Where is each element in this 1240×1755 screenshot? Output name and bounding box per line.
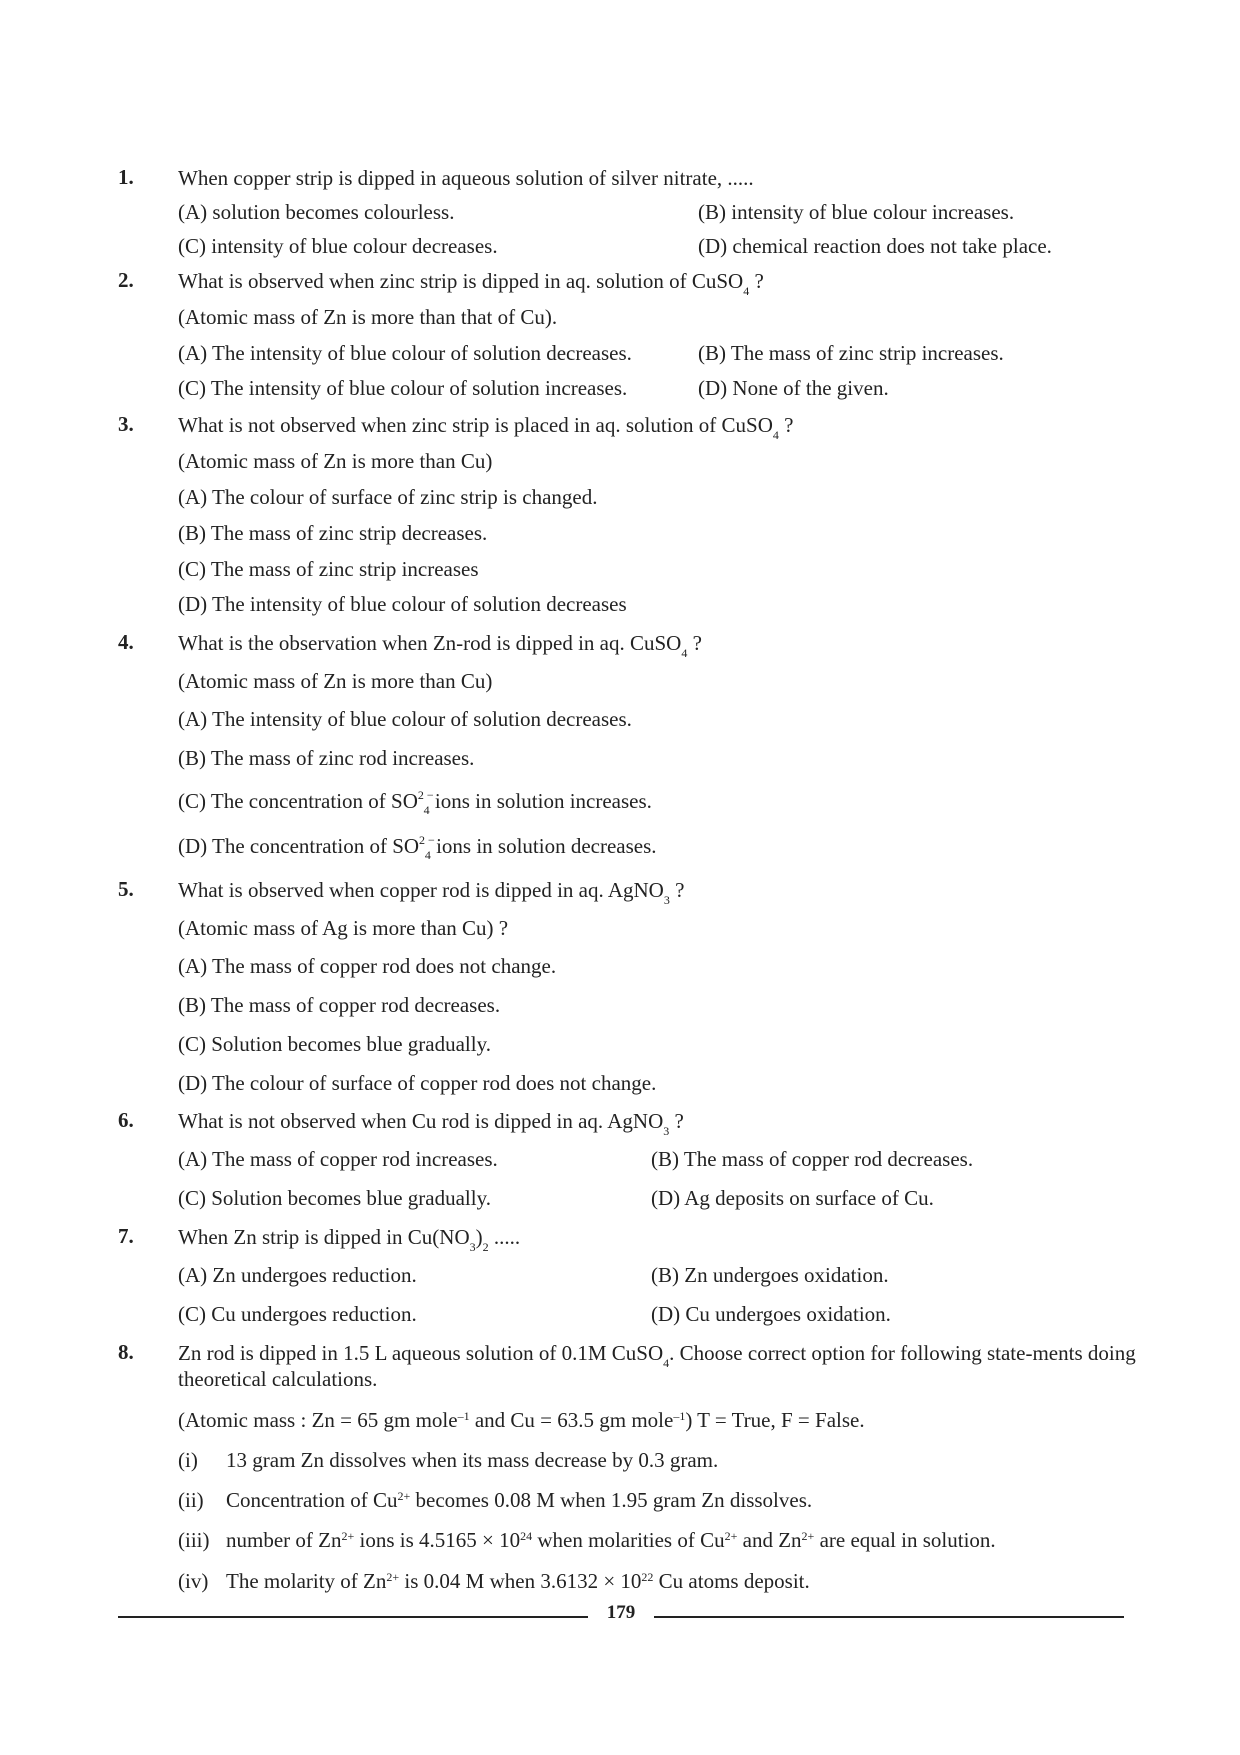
- option-a: (A) The intensity of blue colour of solution decreases.: [178, 341, 632, 365]
- question-stem: What is not observed when Cu rod is dipped in aq. AgNO$_3$ ?: [178, 1109, 684, 1138]
- option-c: (C) Cu undergoes reduction.: [178, 1302, 417, 1326]
- option-b: (B) The mass of zinc strip increases.: [698, 341, 1004, 365]
- question-number: 6.: [118, 1108, 134, 1132]
- question-stem: When Zn strip is dipped in $Cu(NO_3)_2$ .....: [178, 1225, 521, 1254]
- question-stem: When copper strip is dipped in aqueous solution of silver nitrate, .....: [178, 166, 754, 190]
- question-note: (Atomic mass of Zn is more than that of Cu).: [178, 305, 558, 329]
- option-d: (D) The concentration of $SO^{2 -}_4$ ions in solution decreases.: [178, 833, 657, 862]
- option-a: (A) solution becomes colourless.: [178, 200, 455, 224]
- option-d: (D) Ag deposits on surface of Cu.: [651, 1186, 934, 1210]
- question-number: 7.: [118, 1224, 134, 1248]
- option-b: (B) The mass of copper rod decreases.: [178, 993, 501, 1017]
- question-stem: What is the observation when Zn-rod is dipped in aq. CuSO$_4$ ?: [178, 631, 702, 660]
- option-a: (A) The intensity of blue colour of solution decreases.: [178, 707, 632, 731]
- option-d: (D) The colour of surface of copper rod does not change.: [178, 1071, 657, 1095]
- question-number: 1.: [118, 165, 134, 189]
- option-a: (A) The mass of copper rod increases.: [178, 1147, 498, 1171]
- footer-rule-right: [654, 1616, 1124, 1618]
- question-note: (Atomic mass of Zn is more than Cu): [178, 669, 493, 693]
- option-d: (D) chemical reaction does not take place.: [698, 234, 1052, 258]
- question-stem: Zn rod is dipped in 1.5 L aqueous solution of 0.1M CuSO$_4$. Choose correct option for following state-ments doing theoretical calculations.: [178, 1341, 1136, 1391]
- option-c: (C) The concentration of $SO^{2 -}_4$ ions in solution increases.: [178, 788, 652, 817]
- option-a: (A) Zn undergoes reduction.: [178, 1263, 417, 1287]
- question-stem: What is observed when zinc strip is dipped in aq. solution of CuSO$_4$ ?: [178, 269, 764, 298]
- question-number: 5.: [118, 877, 134, 901]
- question-number: 4.: [118, 630, 134, 654]
- statement-iii: (iii) number of $Zn^{2+}$ ions is $4.5165 \times 10^{24}$ when molarities of $Cu^{2+}$ and $Zn^{2+}$ are equal in solution.: [178, 1528, 996, 1552]
- page-number: 179: [606, 1602, 636, 1623]
- option-d: (D) The intensity of blue colour of solution decreases: [178, 592, 627, 616]
- statement-iv: (iv) The molarity of $Zn^{2+}$ is 0.04 M when $3.6132 \times 10^{22}$ Cu atoms deposit.: [178, 1569, 810, 1593]
- option-b: (B) intensity of blue colour increases.: [698, 200, 1015, 224]
- option-d: (D) None of the given.: [698, 376, 889, 400]
- question-number: 3.: [118, 412, 134, 436]
- option-c: (C) Solution becomes blue gradually.: [178, 1032, 491, 1056]
- question-stem: What is observed when copper rod is dipped in aq. AgNO$_3$ ?: [178, 878, 685, 907]
- option-d: (D) Cu undergoes oxidation.: [651, 1302, 891, 1326]
- question-number: 2.: [118, 268, 134, 292]
- statement-i: (i) 13 gram Zn dissolves when its mass decrease by 0.3 gram.: [178, 1448, 719, 1472]
- question-note: (Atomic mass : Zn = 65 gm mole$^{-1}$ and Cu = 63.5 gm mole$^{-1}$) T = True, F = False.: [178, 1408, 865, 1432]
- option-b: (B) The mass of zinc rod increases.: [178, 746, 475, 770]
- option-c: (C) intensity of blue colour decreases.: [178, 234, 498, 258]
- option-a: (A) The mass of copper rod does not change.: [178, 954, 557, 978]
- option-b: (B) Zn undergoes oxidation.: [651, 1263, 889, 1287]
- option-c: (C) The intensity of blue colour of solution increases.: [178, 376, 628, 400]
- page-footer: [118, 1602, 1124, 1632]
- question-note: (Atomic mass of Ag is more than Cu) ?: [178, 916, 509, 940]
- option-b: (B) The mass of copper rod decreases.: [651, 1147, 974, 1171]
- question-note: (Atomic mass of Zn is more than Cu): [178, 449, 493, 473]
- question-stem: What is not observed when zinc strip is placed in aq. solution of CuSO$_4$ ?: [178, 413, 794, 442]
- option-c: (C) Solution becomes blue gradually.: [178, 1186, 491, 1210]
- option-b: (B) The mass of zinc strip decreases.: [178, 521, 488, 545]
- option-a: (A) The colour of surface of zinc strip is changed.: [178, 485, 598, 509]
- statement-ii: (ii) Concentration of $Cu^{2+}$ becomes 0.08 M when 1.95 gram Zn dissolves.: [178, 1488, 813, 1512]
- option-c: (C) The mass of zinc strip increases: [178, 557, 479, 581]
- question-number: 8.: [118, 1340, 134, 1364]
